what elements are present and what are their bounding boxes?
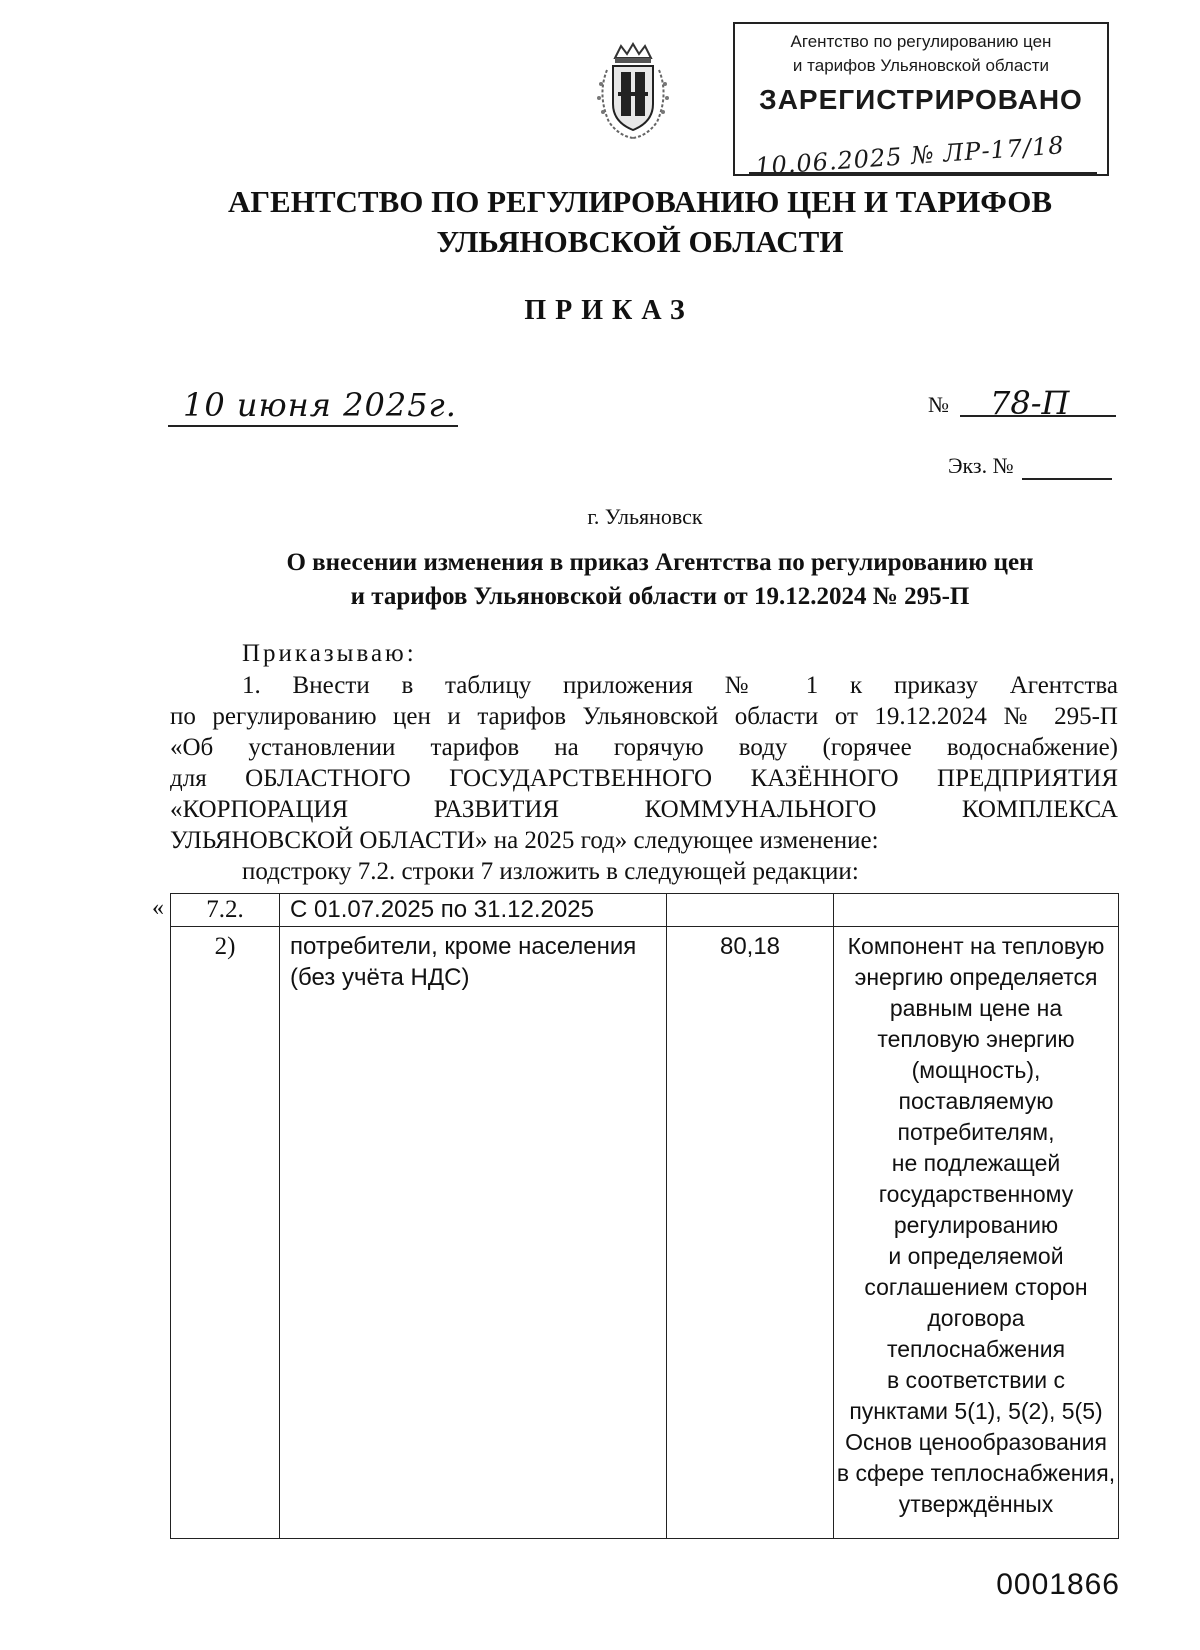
note-line: регулированию (893, 1212, 1059, 1238)
note-cell (834, 894, 1119, 927)
value-cell: 80,18 (667, 927, 834, 1539)
note-line: потребителям, (897, 1119, 1055, 1145)
note-line: в соответствии с (886, 1367, 1066, 1393)
stamp-registered: ЗАРЕГИСТРИРОВАНО (759, 84, 1083, 115)
note-line: государственному (878, 1181, 1074, 1207)
paragraph1-line3: «Об установлении тарифов на горячую воду (горячее водоснабжение) (170, 734, 1118, 761)
note-line: теплоснабжения (886, 1336, 1066, 1362)
agency-title-line1: АГЕНТСТВО ПО РЕГУЛИРОВАНИЮ ЦЕН И ТАРИФОВ (227, 184, 1053, 219)
paragraph1-line4: для ОБЛАСТНОГО ГОСУДАРСТВЕННОГО КАЗЁННОГО ПРЕДПРИЯТИЯ (170, 765, 1118, 792)
note-line: энергию определяется (854, 964, 1098, 990)
copy-number-label: Экз. № (948, 453, 1014, 478)
paragraph1-line6: УЛЬЯНОВСКОЙ ОБЛАСТИ» на 2025 год» следующее изменение: (170, 827, 879, 854)
table-row (171, 894, 1119, 927)
note-line: утверждённых (898, 1491, 1054, 1517)
paragraph1-line5: «КОРПОРАЦИЯ РАЗВИТИЯ КОММУНАЛЬНОГО КОМПЛЕКСА (170, 796, 1118, 823)
subject-line2: и тарифов Ульяновской области от 19.12.2024 № 295-П (350, 583, 970, 610)
note-line: соглашением сторон (864, 1274, 1088, 1300)
note-line: в сфере теплоснабжения, (836, 1460, 1116, 1486)
note-line: Компонент на тепловую (847, 933, 1105, 959)
note-cell (834, 927, 1119, 1539)
paragraph1-line1: 1. Внести в таблицу приложения № 1 к приказу Агентства (242, 672, 1118, 699)
opening-quote: « (152, 895, 164, 921)
date-underline (168, 425, 458, 427)
document-subject (160, 546, 1160, 614)
consumer-cell: потребители, кроме населения (без учёта НДС) (280, 927, 667, 1539)
note-line: Основ ценообразования (845, 1429, 1107, 1455)
note-line: равным цене на (889, 995, 1063, 1021)
period-cell: С 01.07.2025 по 31.12.2025 (280, 894, 667, 927)
coat-of-arms-icon (585, 40, 681, 144)
note-line: поставляемую (898, 1088, 1054, 1114)
row-number-cell: 7.2. (171, 894, 280, 927)
value-cell (667, 894, 834, 927)
agency-title-line2: УЛЬЯНОВСКОЙ ОБЛАСТИ (436, 224, 844, 259)
document-type: ПРИКАЗ (524, 295, 694, 326)
number-label: № (928, 392, 949, 417)
handwritten-number: 78-П (990, 384, 1070, 422)
agency-title (100, 182, 1180, 262)
copy-number-underline (1022, 478, 1112, 480)
stamp-agency-line2: и тарифов Ульяновской области (792, 56, 1050, 75)
note-line: и определяемой (888, 1243, 1064, 1269)
row-number-cell: 2) (171, 927, 280, 1539)
order-directive: Приказываю: (242, 640, 417, 667)
stamp-agency-line1: Агентство по регулированию цен (790, 32, 1052, 51)
subject-line1: О внесении изменения в приказ Агентства по регулированию цен (286, 549, 1034, 576)
note-line: не подлежащей (891, 1150, 1061, 1176)
tariff-table (170, 893, 1119, 1539)
note-line: пунктами 5(1), 5(2), 5(5) (849, 1398, 1103, 1424)
registration-stamp (733, 22, 1109, 181)
stamp-registration-number: 10.06.2025 № ЛР-17/18 (754, 131, 1066, 181)
note-line: тепловую энергию (877, 1026, 1075, 1052)
number-underline (960, 415, 1116, 417)
document-code: 0001866 (996, 1568, 1120, 1601)
paragraph1-line7: подстроку 7.2. строки 7 изложить в следующей редакции: (242, 858, 859, 885)
stamp-underline (749, 172, 1097, 174)
city: г. Ульяновск (587, 504, 703, 529)
note-line: (мощность), (911, 1057, 1041, 1083)
table-row (171, 927, 1119, 1539)
note-line: договора (927, 1305, 1025, 1331)
handwritten-date: 10 июня 2025г. (183, 386, 457, 424)
paragraph1-line2: по регулированию цен и тарифов Ульяновской области от 19.12.2024 № 295-П (170, 703, 1118, 730)
